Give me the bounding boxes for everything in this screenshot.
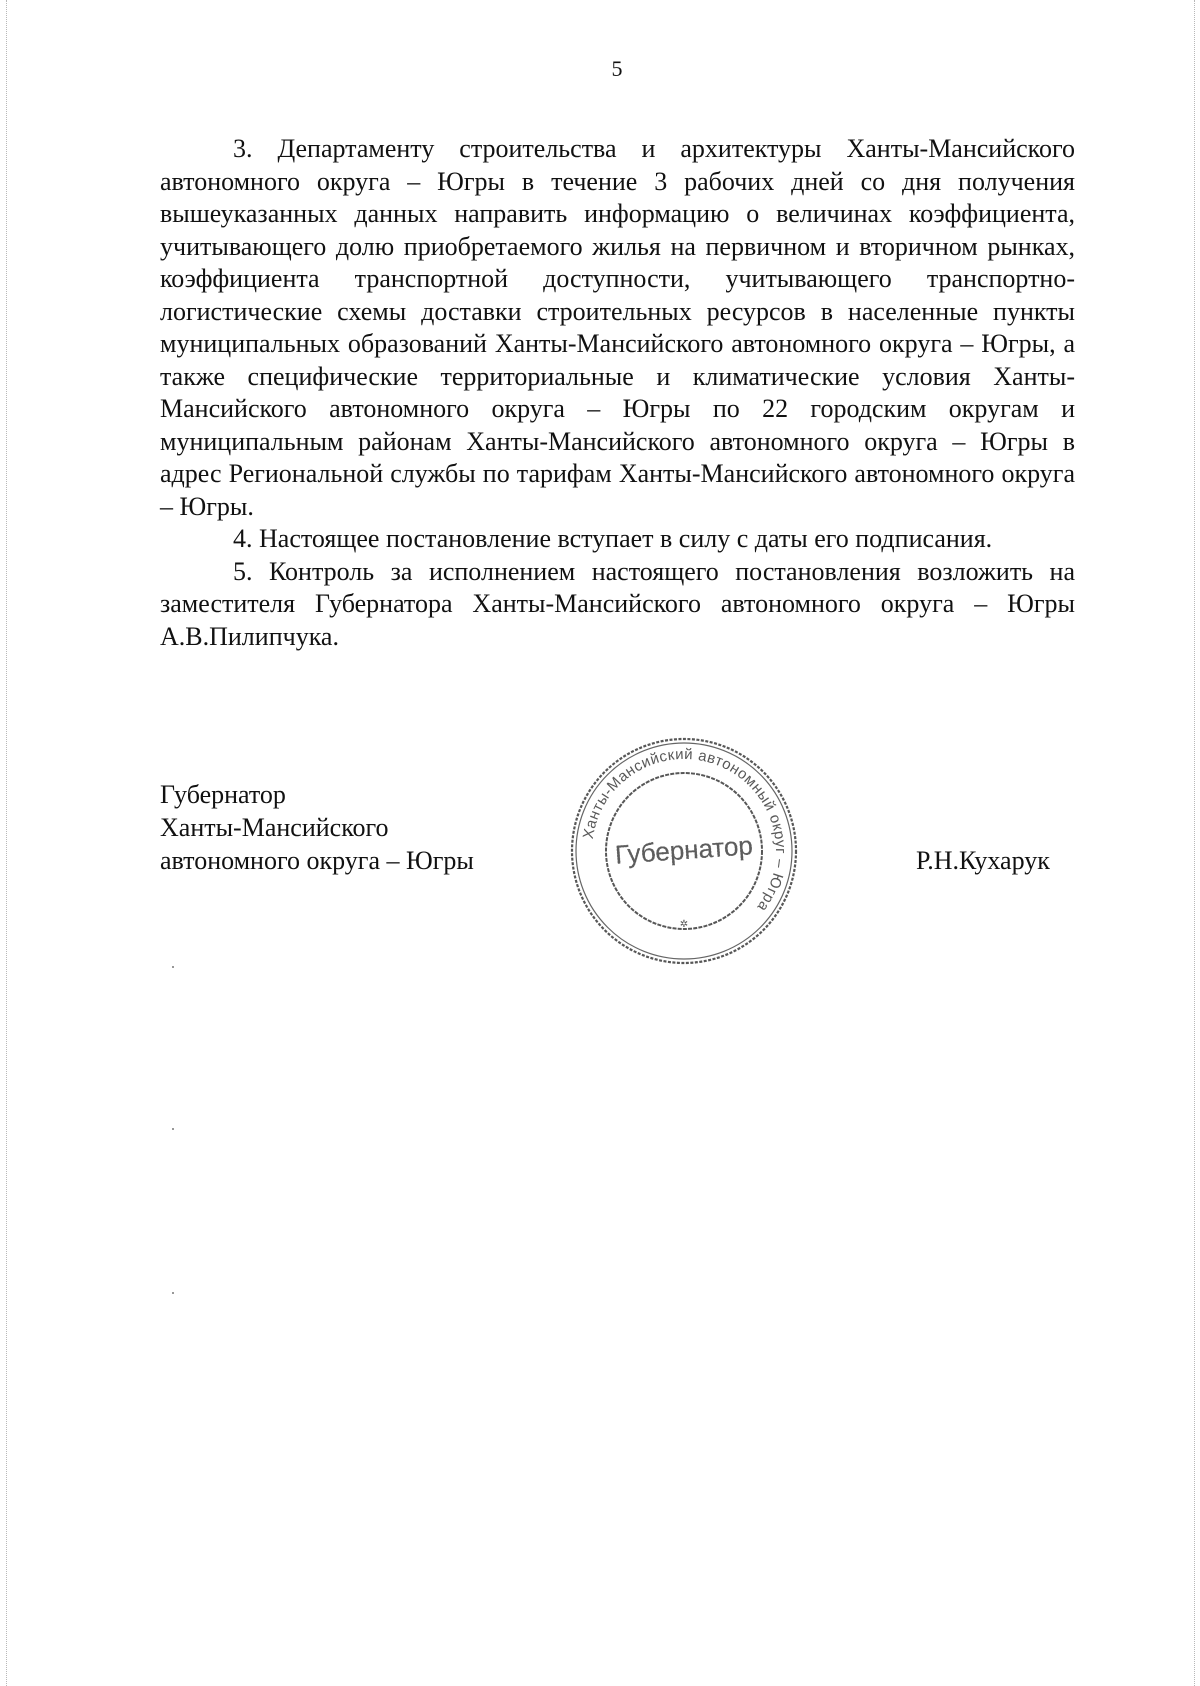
- scan-speck: [172, 966, 174, 968]
- signer-name: Р.Н.Кухарук: [916, 846, 1050, 875]
- signature-position-line: Губернатор: [160, 780, 286, 809]
- paragraph-item-5: 5. Контроль за исполнением настоящего постановления возложить на заместителя Губернатора Ханты-Мансийского автономного округа – Югры А.В.Пилипчука.: [160, 556, 1075, 651]
- scan-right-edge: [1194, 0, 1195, 1686]
- signature-position-line: автономного округа – Югры: [160, 846, 474, 875]
- seal-star-icon: ✲: [679, 919, 689, 930]
- page-number: 5: [611, 56, 623, 81]
- scan-speck: [172, 1292, 174, 1294]
- seal-center-text: Губернатор: [614, 830, 754, 870]
- document-body: [160, 133, 1075, 653]
- paragraph-item-3: 3. Департаменту строительства и архитектуры Ханты-Мансийского автономного округа – Югры в течение 3 рабочих дней со дня получения вышеуказанных данных направить информацию о величинах коэффициента, учитывающего долю приобретаемого жилья на первичном и вторичном рынках, коэффициента транспортной доступности, учитывающего транспортно-логистические схемы доставки строительных ресурсов в населенные пункты муниципальных образований Ханты-Мансийского автономного округа – Югры, а также специфические территориальные и климатические условия Ханты-Мансийского автономного округа – Югры по 22 городским округам и муниципальным районам Ханты-Мансийского автономного округа – Югры в адрес Региональной службы по тарифам Ханты-Мансийского автономного округа – Югры.: [160, 134, 1075, 521]
- scan-left-edge: [6, 0, 7, 1686]
- signature-position: [160, 778, 474, 877]
- official-seal: [566, 733, 802, 969]
- signature-position-line: Ханты-Мансийского: [160, 813, 389, 842]
- seal-outer-text: Ханты-Мансийский автономный округ – Югра: [579, 745, 790, 915]
- paragraph-item-4: 4. Настоящее постановление вступает в силу с даты его подписания.: [233, 524, 993, 553]
- scan-speck: [172, 1128, 174, 1130]
